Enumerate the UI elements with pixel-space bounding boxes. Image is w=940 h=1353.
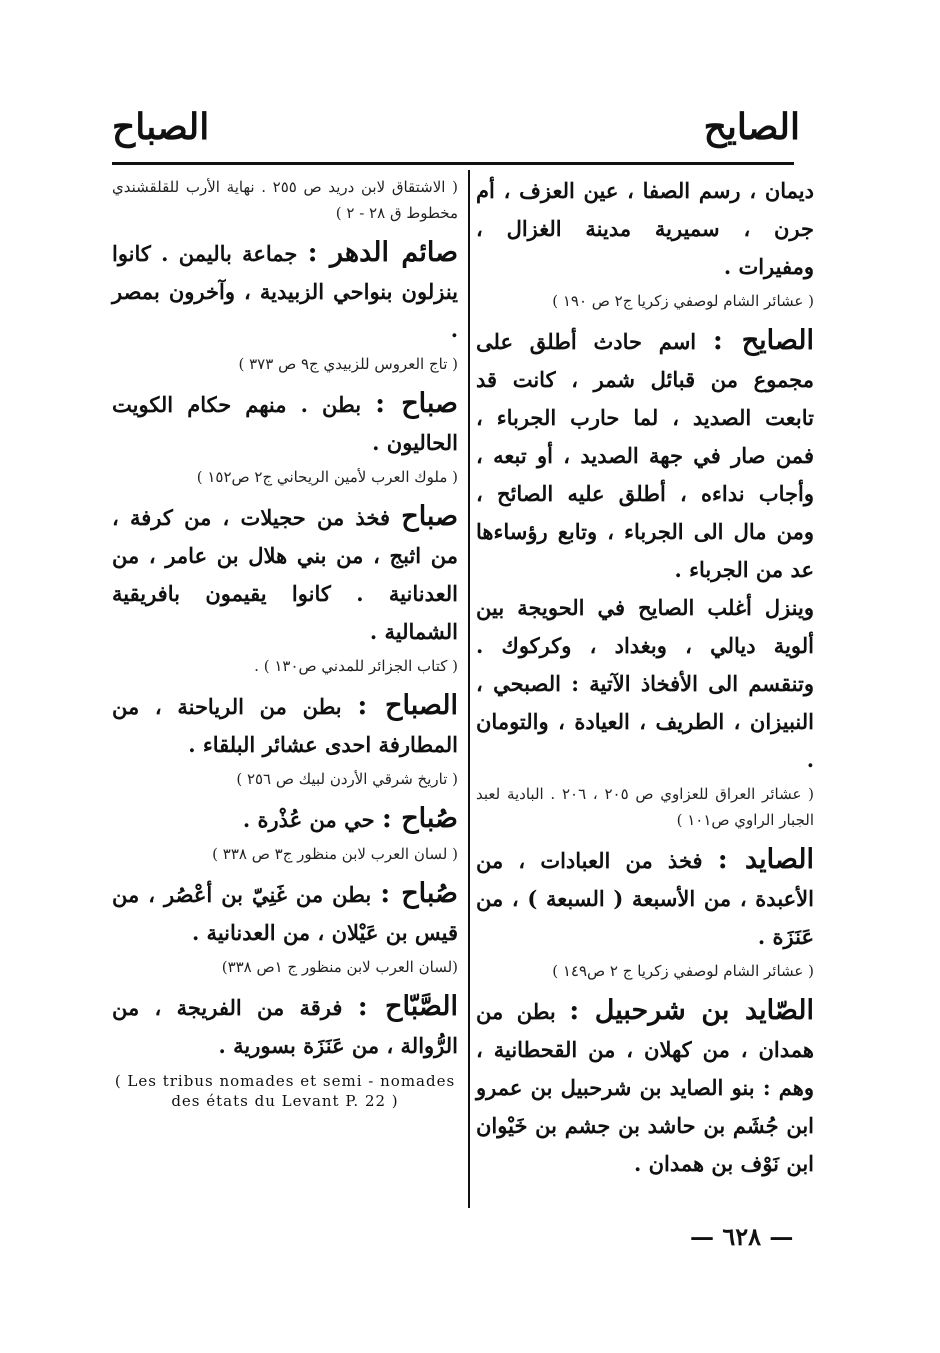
entry-text: ديمان ، رسم الصفا ، عين العزف ، أم جرن ، سميرية مدينة الغزال ، ومفيرات . [476,178,814,279]
entry-text: جماعة باليمن . كانوا ينزلون بنواحي الزبيدية ، وآخرون بمصر . [112,241,458,342]
entry-saim-al-dahr [112,234,458,377]
entry-al-sabbah [112,988,458,1111]
entry-continuation [476,172,814,314]
entry-term: صُباح : [381,803,458,834]
entry-al-sayid [476,841,814,984]
entry-text: فرقة من الفريجة ، من الرُّوالة ، من عَنَزَة بسورية . [112,995,458,1058]
entry-text: فخذ من العبادات ، من الأعبدة ، من الأسبعة ( السبعة ) ، من عَنَزَة . [476,848,814,949]
entry-text-block [112,498,458,651]
entry-term: الصباح : [357,690,459,721]
left-column [112,172,458,1115]
entry-term: الصّايد بن شرحبيل : [569,995,815,1026]
entry-al-sayih [476,322,814,833]
entry-text-block [476,322,814,589]
entry-text-block [112,385,458,462]
entry-text-block [112,687,458,764]
entry-subah-2 [112,875,458,980]
entry-term: الصَّبّاح : [357,991,459,1022]
entry-text: حي من عُذْرة . [242,807,375,832]
right-column [476,172,814,1187]
entry-reference: ( الاشتقاق لابن دريد ص ٢٥٥ . نهاية الأرب للقلقشندي مخطوط ق ٢٨ - ٢ ) [112,178,458,222]
entry-sabah-1 [112,385,458,490]
entry-text-block [112,875,458,952]
header-rule [112,162,794,165]
entry-text-block [476,992,814,1183]
entry-term: صُباح : [380,878,458,909]
column-divider [468,170,470,1208]
entry-subah-1 [112,800,458,867]
entry-term: صباح [401,501,458,532]
entry-text-block [112,988,458,1065]
entry-reference: ( عشائر الشام لوصفي زكريا ج ٢ ص١٤٩ ) [552,962,814,980]
entry-continuation [112,174,458,226]
entry-sabah-2 [112,498,458,679]
entry-al-sayid-ibn-shurahbil [476,992,814,1183]
running-header-right: الصايح [703,106,800,148]
entry-text: فخذ من حجيلات ، من كرفة ، من اثبج ، من بني هلال بن عامر ، من العدنانية . كانوا يقيمون بافريقية الشمالية . [112,505,458,644]
entry-term: صائم الدهر : [307,237,458,268]
running-header-left: الصباح [112,106,210,148]
entry-text: بطن من همدان ، من كهلان ، من القحطانية ، وهم : بنو الصايد بن شرحبيل بن عمرو ابن جُشَم بن حاشد بن جشم بن خَيْوان ابن نَوْف بن همدان . [476,999,814,1176]
entry-text-block [112,234,458,349]
entry-al-sabah [112,687,458,792]
entry-reference: ( ملوك العرب لأمين الريحاني ج٢ ص١٥٢ ) [196,468,458,486]
french-reference: ( Les tribus nomades et semi - nomades des états du Levant P. 22 ) [114,1072,456,1110]
entry-reference: ( عشائر العراق للعزاوي ص ٢٠٥ ، ٢٠٦ . البادية لعبد الجبار الراوي ص١٠١ ) [476,785,814,829]
entry-reference: ( تاريخ شرقي الأردن لبيك ص ٢٥٦ ) [236,770,458,788]
entry-text: اسم حادث أطلق على مجموع من قبائل شمر ، كانت قد تابعت الصديد ، لما حارب الجرباء ، فمن صار في جهة الصديد ، أو تبعه ، وأجاب نداءه ، أطلق عليه الصائح ، ومن مال الى الجرباء ، وتابع رؤساءها عد من الجرباء . [476,329,814,582]
entry-reference: ( لسان العرب لابن منظور ج٣ ص ٣٣٨ ) [212,845,458,863]
entry-text: بطن من غَنِيّ بن أعْصُر ، من قيس بن عَيْلان ، من العدنانية . [112,882,458,945]
entry-text: بطن . منهم حكام الكويت الحاليون . [112,392,458,455]
page-number: — ٦٢٨ — [690,1222,794,1251]
entry-text: بطن من الرياحنة ، من المطارفة احدى عشائر البلقاء . [112,694,458,757]
entry-reference: ( عشائر الشام لوصفي زكريا ج٢ ص ١٩٠ ) [552,292,814,310]
entry-reference: ( كتاب الجزائر للمدني ص١٣٠ ) . [254,657,458,675]
entry-text-block [476,841,814,956]
entry-term: الصايح : [712,325,815,356]
entry-reference: ( تاج العروس للزبيدي ج٩ ص ٣٧٣ ) [238,355,458,373]
entry-text-block [112,800,458,839]
entry-reference: (لسان العرب لابن منظور ج ١ص ٣٣٨) [221,958,458,976]
entry-term: الصايد : [717,844,815,875]
entry-term: صباح : [375,388,458,419]
entry-text-2: وينزل أغلب الصايح في الحويجة بين ألوية ديالي ، وبغداد ، وكركوك . وتنقسم الى الأفخاذ الآتية : الصبحي ، النبيزان ، الطريف ، العيادة ، والتومان . [476,595,814,772]
